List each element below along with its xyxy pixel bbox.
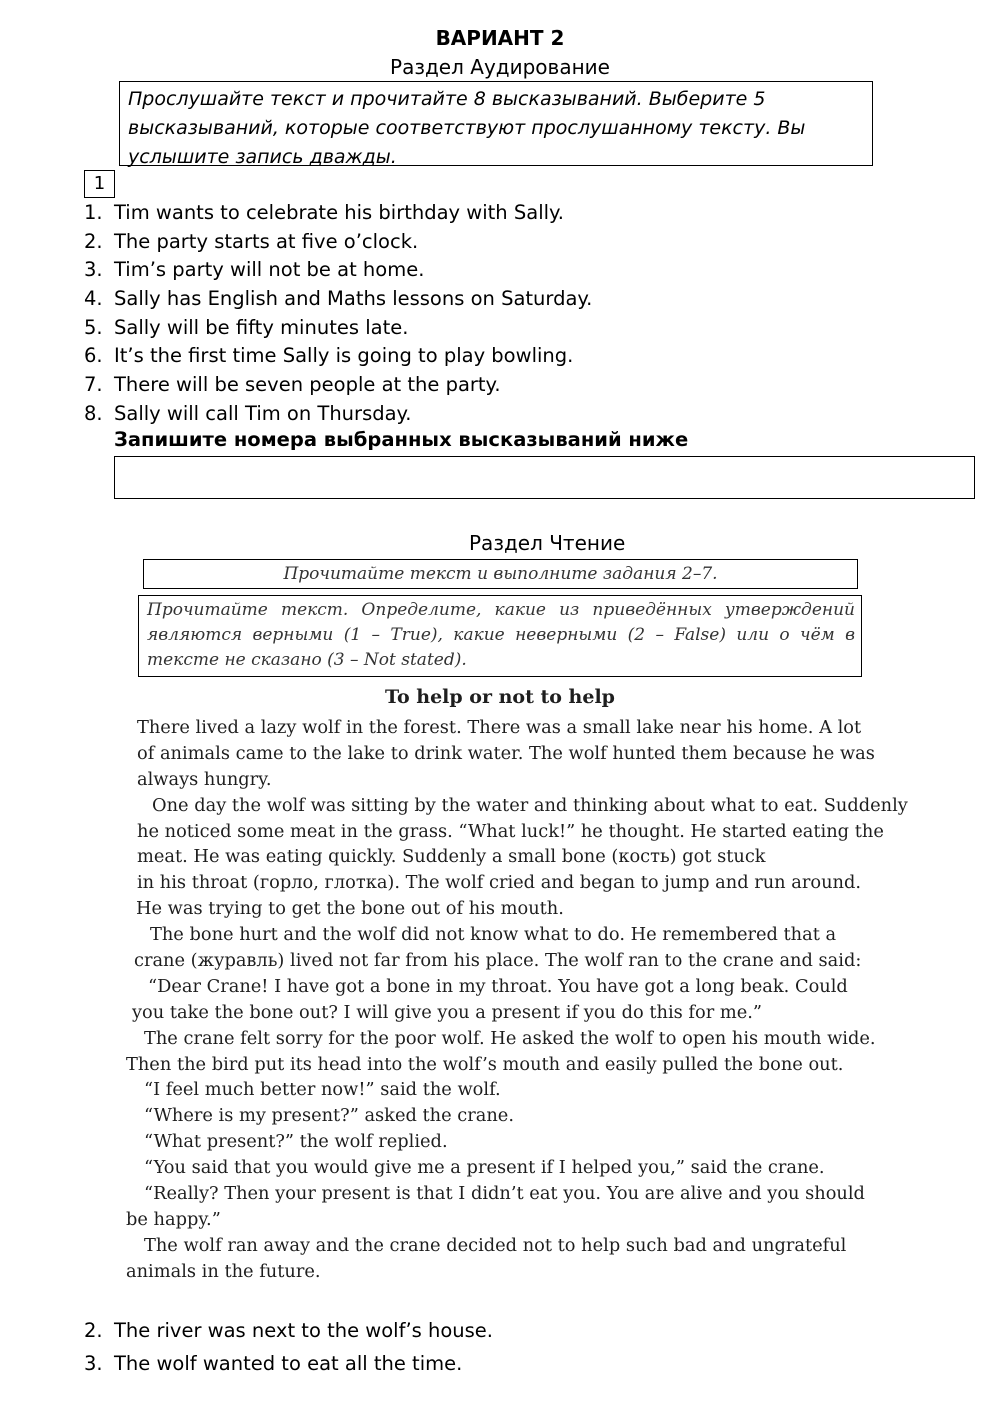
list-item: 4. Sally has English and Maths lessons on Saturday. [84,287,593,311]
list-item: 6. It’s the first time Sally is going to play bowling. [84,344,574,368]
reading-section-heading: Раздел Чтение [469,531,626,555]
story-line: you take the bone out? I will give you a present if you do this for me.” [132,1001,762,1023]
story-line: He was trying to get the bone out of his mouth. [136,898,564,920]
story-line: animals in the future. [126,1260,321,1282]
listening-statements-list [84,199,592,429]
story-text [126,715,908,1285]
listening-section-heading: Раздел Аудирование [390,55,610,79]
story-line: The wolf ran away and the crane decided not to help such bad and ungrateful [144,1234,847,1256]
story-line: crane (журавль) lived not far from his place. The wolf ran to the crane and said: [134,950,862,972]
page-title: ВАРИАНТ 2 [435,26,565,50]
story-line: meat. He was eating quickly. Suddenly a small bone (кость) got stuck [137,846,766,868]
story-line: “Really? Then your present is that I didn’t eat you. You are alive and you should [144,1183,865,1205]
story-line: Then the bird put its head into the wolf’s mouth and easily pulled the bone out. [126,1053,844,1075]
listening-instruction-box: Прослушайте текст и прочитайте 8 высказываний. Выберите 5 высказываний, которые соответствуют прослушанному тексту. Вы услышите запись дважды. [119,81,873,166]
story-line: “I feel much better now!” said the wolf. [144,1079,501,1101]
list-item: 8. Sally will call Tim on Thursday. [84,401,412,425]
reading-instruction-box: Прочитайте текст и выполните задания 2–7. [143,559,858,589]
story-line: There lived a lazy wolf in the forest. There was a small lake near his home. A lot [137,717,862,738]
story-line: “You said that you would give me a present if I helped you,” said the crane. [144,1157,825,1179]
story-line: “Where is my present?” asked the crane. [144,1105,514,1127]
list-item: 3. The wolf wanted to eat all the time. [84,1352,463,1375]
story-line: always hungry. [137,768,272,790]
true-false-instruction-box: Прочитайте текст. Определите, какие из приведённых утверждений являются верными (1 – True), какие неверными (2 – False) или о чём в тексте не сказано (3 – Not stated). [138,595,862,677]
reading-statements-list [84,1316,493,1382]
story-line: “What present?” the wolf replied. [144,1131,448,1153]
story-line: in his throat (горло, глотка). The wolf cried and began to jump and run around. [137,872,862,894]
task-number-box: 1 [84,170,115,198]
story-line: be happy.” [126,1208,221,1230]
answer-input-box[interactable] [114,456,975,499]
story-line: The crane felt sorry for the poor wolf. He asked the wolf to open his mouth wide. [144,1027,876,1049]
list-item: 7. There will be seven people at the party. [84,373,501,397]
story-line: of animals came to the lake to drink water. The wolf hunted them because he was [137,742,875,764]
story-line: “Dear Crane! I have got a bone in my throat. You have got a long beak. Could [148,975,848,997]
list-item: 3. Tim’s party will not be at home. [84,258,425,282]
story-title: To help or not to help [385,686,615,708]
list-item: 1. Tim wants to celebrate his birthday with Sally. [84,201,564,224]
story-line: he noticed some meat in the grass. “What luck!” he thought. He started eating the [137,820,884,842]
story-line: The bone hurt and the wolf did not know what to do. He remembered that a [150,924,837,946]
list-item: 5. Sally will be fifty minutes late. [84,315,409,339]
answer-prompt: Запишите номера выбранных высказываний ниже [114,428,689,451]
story-line: One day the wolf was sitting by the water and thinking about what to eat. Suddenly [152,794,908,816]
list-item: 2. The party starts at five o’clock. [84,229,419,253]
list-item: 2. The river was next to the wolf’s house. [84,1319,494,1342]
